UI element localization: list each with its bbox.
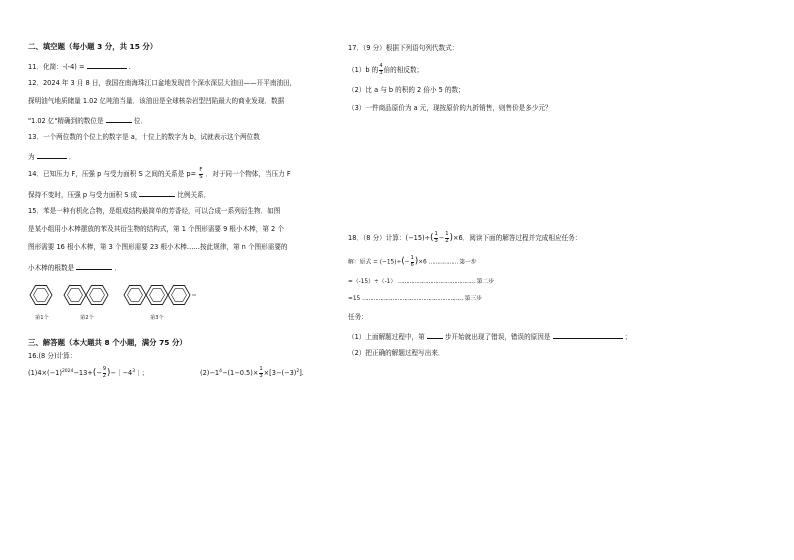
answer-blank-reason[interactable]: [553, 331, 623, 339]
caption-figure-2: 第2个: [80, 315, 94, 321]
task-label: 任务：: [348, 313, 368, 321]
question-16-part1: $(1)4\times(-1)^{2024}-13+(-$ $\frac{9}{2}$ )$-|-4^3|$；: [28, 366, 149, 379]
question-17-part1: （1）b 的 $\frac{4}{3}$ 倍的相反数；: [348, 63, 424, 76]
question-13-line2: 为 ．: [28, 153, 76, 161]
benzene-figure-3: [124, 286, 196, 305]
question-16-head: 16.(8 分)计算：: [28, 352, 77, 360]
answer-blank-11[interactable]: [87, 61, 127, 69]
benzene-structures: [28, 280, 228, 310]
caption-figure-1: 第1个: [35, 315, 49, 321]
section3-title: 三、解答题（本大题共 8 个小题，满分 75 分）: [28, 338, 187, 347]
question-16-part2: $(2)-1^4-(1-0.5)\times$ $\frac{1}{3}$ $\times[3-(-3)^2]$.: [200, 366, 304, 379]
question-15-line3: 图形需要 16 根小木棒，第 3 个图形需要 23 根小木棒……按此规律，第 n 个图形需要的: [28, 243, 288, 251]
question-17-head: 17．（9 分）根据下列语句列代数式：: [348, 44, 459, 52]
answer-blank-13[interactable]: [37, 151, 67, 159]
solution-step3: =15 ……………………………………………………… 第三步: [348, 296, 483, 302]
question-12-line2: 探明油气地质储量 1.02 亿吨油当量．该油田是全球核杂岩型凹陷最大的商业发现．数据: [28, 97, 285, 105]
answer-blank-12[interactable]: [106, 115, 132, 123]
question-14-line1: 14．已知压力 F，压强 p 与受力面积 S 之间的关系是 p= $\frac{F}{S}$ ．对于同一个物体，当压力 F: [28, 167, 291, 180]
question-17-part3: （3）一件商品原价为 a 元，现按原价的九折销售，则售价是多少元？: [348, 104, 552, 112]
question-15-line1: 15．苯是一种有机化合物，是组成结构最简单的芳香烃，可以合成一系列衍生物．如图: [28, 207, 281, 215]
caption-figure-3: 第3个: [150, 315, 164, 321]
question-11: 11．化简：-(-4) = .: [28, 63, 131, 71]
answer-blank-step[interactable]: [427, 331, 443, 339]
question-17-part2: （2）比 a 与 b 的积的 2 倍小 5 的数；: [348, 86, 465, 94]
question-12-line1: 12．2024 年 3 月 8 日，我国在南海珠江口盆地发现首个深水深层大油田——开平南油田，: [28, 79, 297, 87]
question-15-line4: 小木棒的根数是 ．: [28, 264, 121, 272]
answer-blank-14[interactable]: [139, 189, 175, 197]
task-1: （1）上面解题过程中，第 步开始就出现了错误，错误的原因是 ；: [348, 333, 632, 341]
solution-step1: 解：原式 = (−15)÷(− $\frac{1}{6}$ )×6 ……………… 第一步: [348, 255, 477, 268]
benzene-figures: [28, 280, 228, 321]
section2-title: 二、填空题（每小题 3 分，共 15 分）: [28, 42, 158, 51]
question-18-head: 18．（8 分）计算：(−15)÷( $\frac{1}{3}$ − $\frac{1}{2}$ )×6．阅读下面的解答过程并完成相应任务：: [348, 231, 582, 244]
benzene-figure-2: [64, 286, 108, 305]
task-2: （2）把正确的解题过程写出来．: [348, 349, 445, 357]
answer-blank-15[interactable]: [76, 262, 112, 270]
question-15-line2: 是某小组用小木棒摆放的苯及其衍生物的结构式，第 1 个图形需要 9 根小木棒，第 2 个: [28, 225, 284, 233]
fraction-F-over-S: $\frac{F}{S}$: [199, 167, 203, 180]
benzene-figure-1: [30, 286, 52, 305]
question-14-line2: 保持不变时，压强 p 与受力面积 S 成 比例关系．: [28, 191, 211, 199]
solution-step2: =（-15）÷（-1） ………………………………………… 第二步: [348, 279, 494, 285]
question-13-line1: 13．一个两位数的个位上的数字是 a，十位上的数字为 b，试就表示这个两位数: [28, 133, 260, 141]
question-12-line3: "1.02 亿"精确到的数位是 位．: [28, 117, 147, 125]
